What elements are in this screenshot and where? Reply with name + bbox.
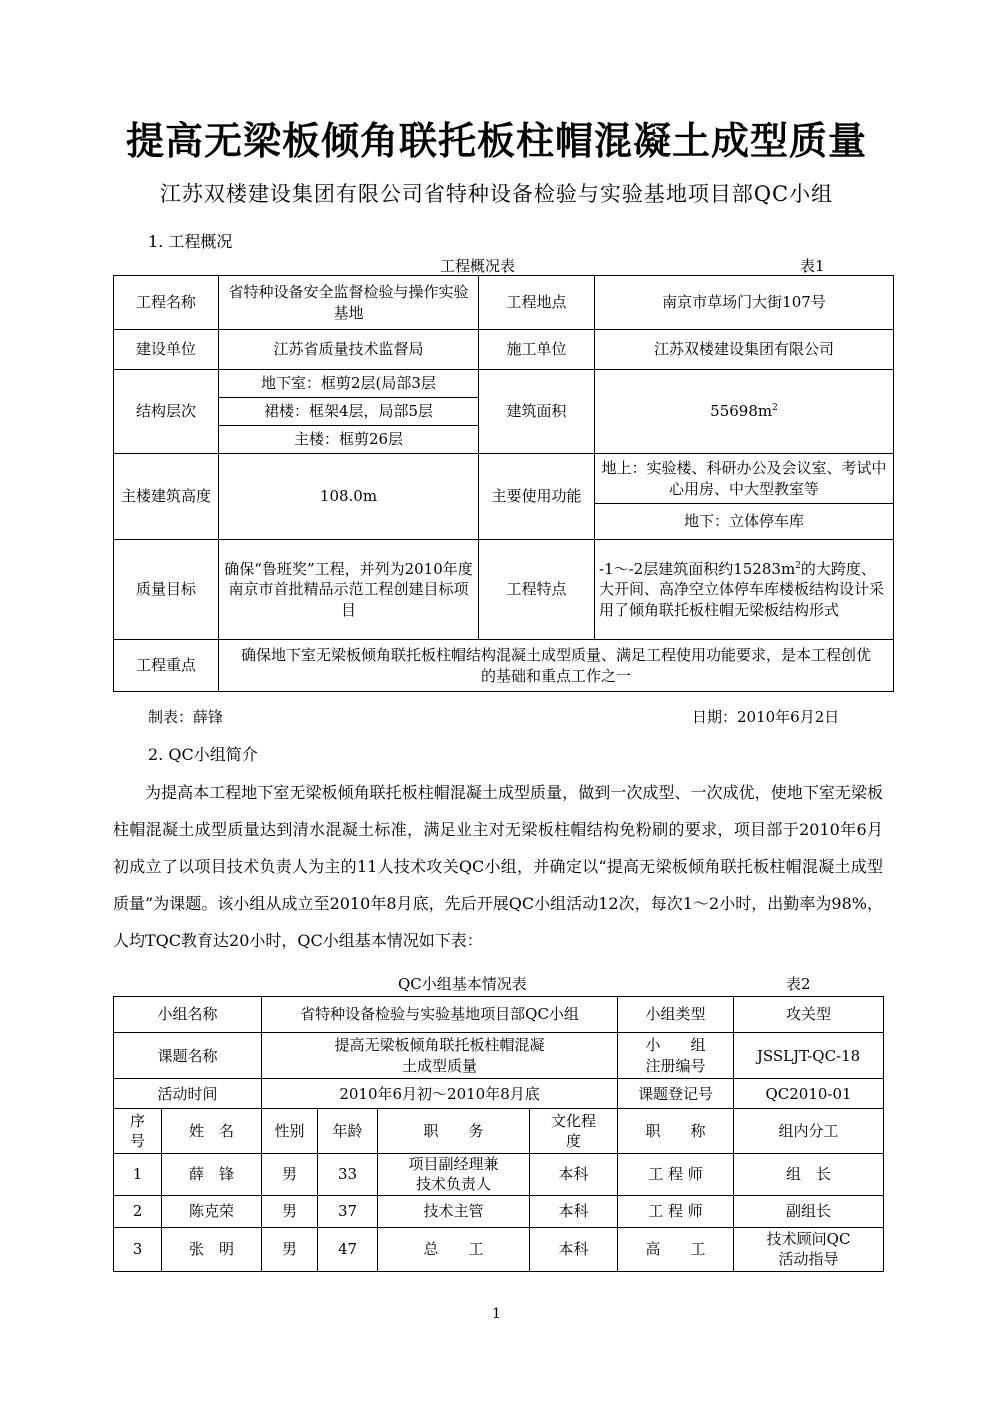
table2-caption: QC小组基本情况表 [398, 975, 527, 993]
feature-text-a: -1～-2层建筑面积约15283m [599, 560, 796, 579]
cell: 108.0m [219, 454, 479, 540]
table-maker: 制表：薛锋 [148, 708, 224, 726]
cell: 工程名称 [114, 276, 219, 330]
header-cell: 性别 [262, 1109, 318, 1153]
cell: 2010年6月初～2010年8月底 [262, 1079, 618, 1109]
cell: 南京市草场门大街107号 [595, 276, 894, 330]
header-cell: 文化程度 [530, 1109, 618, 1153]
document-subtitle: 江苏双楼建设集团有限公司省特种设备检验与实验基地项目部QC小组 [159, 182, 834, 206]
cell: 工 程 师 [618, 1195, 734, 1227]
cell: QC2010-01 [734, 1079, 884, 1109]
cell: 37 [318, 1195, 378, 1227]
cell [618, 1033, 734, 1079]
cell: 男 [262, 1195, 318, 1227]
cell: 确保“鲁班奖”工程，并列为2010年度南京市首批精品示范工程创建目标项目 [219, 540, 479, 640]
cell: 结构层次 [114, 370, 219, 454]
cell: 小组类型 [618, 997, 734, 1033]
cell: 工程重点 [114, 640, 219, 692]
cell: 课题名称 [114, 1033, 262, 1079]
intro-paragraph-block [113, 774, 883, 959]
reg-label-line2: 注册编号 [645, 1056, 706, 1075]
cell: 2 [114, 1195, 162, 1227]
table-row [114, 640, 894, 692]
header-cell: 年龄 [318, 1109, 378, 1153]
header-cell: 职 务 [378, 1109, 530, 1153]
table-row [114, 997, 884, 1033]
table-row [114, 1033, 884, 1079]
cell: 地上：实验楼、科研办公及会议室、考试中心用房、中大型教室等 [595, 454, 894, 504]
cell: 确保地下室无梁板倾角联托板柱帽结构混凝土成型质量、满足工程使用功能要求，是本工程创优的基础和重点工作之一 [219, 640, 894, 692]
cell: 建设单位 [114, 330, 219, 370]
table1-caption: 工程概况表 [440, 257, 516, 275]
cell: 本科 [530, 1195, 618, 1227]
page-number: 1 [492, 1306, 501, 1322]
area-unit-sup: 2 [772, 403, 778, 414]
cell: 本科 [530, 1227, 618, 1271]
project-overview-table [113, 275, 894, 692]
cell: 张 明 [162, 1227, 262, 1271]
cell: 地下室：框剪2层(局部3层 [219, 370, 479, 398]
cell: 施工单位 [479, 330, 595, 370]
table-row [114, 540, 894, 640]
cell: 47 [318, 1227, 378, 1271]
cell: 江苏双楼建设集团有限公司 [595, 330, 894, 370]
table-row [114, 370, 894, 398]
table2-label: 表2 [786, 975, 811, 993]
header-cell: 序号 [114, 1109, 162, 1153]
cell: 本科 [530, 1153, 618, 1195]
cell: 省特种设备安全监督检验与操作实验基地 [219, 276, 479, 330]
cell: 课题登记号 [618, 1079, 734, 1109]
table-date: 日期：2010年6月2日 [692, 708, 840, 726]
cell: 提高无梁板倾角联托板柱帽混凝土成型质量 [262, 1033, 618, 1079]
table-row [114, 276, 894, 330]
header-cell: 职 称 [618, 1109, 734, 1153]
cell: JSSLJT-QC-18 [734, 1033, 884, 1079]
cell: 质量目标 [114, 540, 219, 640]
feature-sup: 2 [795, 561, 801, 572]
cell: 高 工 [618, 1227, 734, 1271]
cell: 主楼：框剪26层 [219, 426, 479, 454]
table-row [114, 1079, 884, 1109]
cell: 组 长 [734, 1153, 884, 1195]
table-row [114, 454, 894, 504]
cell: 裙楼：框架4层，局部5层 [219, 398, 479, 426]
cell: 男 [262, 1153, 318, 1195]
document-title: 提高无梁板倾角联托板柱帽混凝土成型质量 [125, 118, 867, 163]
cell: 建筑面积 [479, 370, 595, 454]
header-cell: 姓 名 [162, 1109, 262, 1153]
cell: 项目副经理兼技术负责人 [378, 1153, 530, 1195]
cell: 3 [114, 1227, 162, 1271]
cell: 33 [318, 1153, 378, 1195]
cell: 男 [262, 1227, 318, 1271]
cell: 主要使用功能 [479, 454, 595, 540]
qc-group-table [113, 996, 884, 1272]
cell: 活动时间 [114, 1079, 262, 1109]
cell: 工程特点 [479, 540, 595, 640]
reg-label-line1: 小 组 [645, 1036, 706, 1055]
table-header-row [114, 1109, 884, 1153]
table-row [114, 1227, 884, 1271]
cell: 薛 锋 [162, 1153, 262, 1195]
section-1-heading: 1. 工程概况 [148, 232, 233, 251]
cell: 工程地点 [479, 276, 595, 330]
table-row [114, 1195, 884, 1227]
cell [595, 370, 894, 454]
cell: 江苏省质量技术监督局 [219, 330, 479, 370]
cell: 小组名称 [114, 997, 262, 1033]
area-value: 55698m [710, 402, 773, 421]
feature-text-b: 的大跨度、大开间、高净空立体停车库楼板结构设计采用了倾角联托板柱帽无梁板结构形式 [599, 560, 885, 619]
table-row [114, 330, 894, 370]
header-cell: 组内分工 [734, 1109, 884, 1153]
cell: 技术顾问QC活动指导 [734, 1227, 884, 1271]
cell: 总 工 [378, 1227, 530, 1271]
table1-label: 表1 [800, 257, 825, 275]
table-row [114, 1153, 884, 1195]
cell: 1 [114, 1153, 162, 1195]
section-2-heading: 2. QC小组简介 [148, 745, 258, 764]
cell [595, 540, 894, 640]
cell: 副组长 [734, 1195, 884, 1227]
cell: 主楼建筑高度 [114, 454, 219, 540]
cell: 地下：立体停车库 [595, 504, 894, 540]
cell: 技术主管 [378, 1195, 530, 1227]
intro-paragraph: 为提高本工程地下室无梁板倾角联托板柱帽混凝土成型质量，做到一次成型、一次成优，使地下室无梁板柱帽混凝土成型质量达到清水混凝土标准，满足业主对无梁板柱帽结构免粉刷的要求，项目部于2010年6月初成立了以项目技术负责人为主的11人技术攻关QC小组，并确定以“提高无梁板倾角联托板柱帽混凝土成型质量”为课题。该小组从成立至2010年8月底，先后开展QC小组活动12次，每次1～2小时，出勤率为98%，人均TQC教育达20小时，QC小组基本情况如下表： [113, 783, 883, 950]
cell: 攻关型 [734, 997, 884, 1033]
cell: 省特种设备检验与实验基地项目部QC小组 [262, 997, 618, 1033]
cell: 工 程 师 [618, 1153, 734, 1195]
cell: 陈克荣 [162, 1195, 262, 1227]
